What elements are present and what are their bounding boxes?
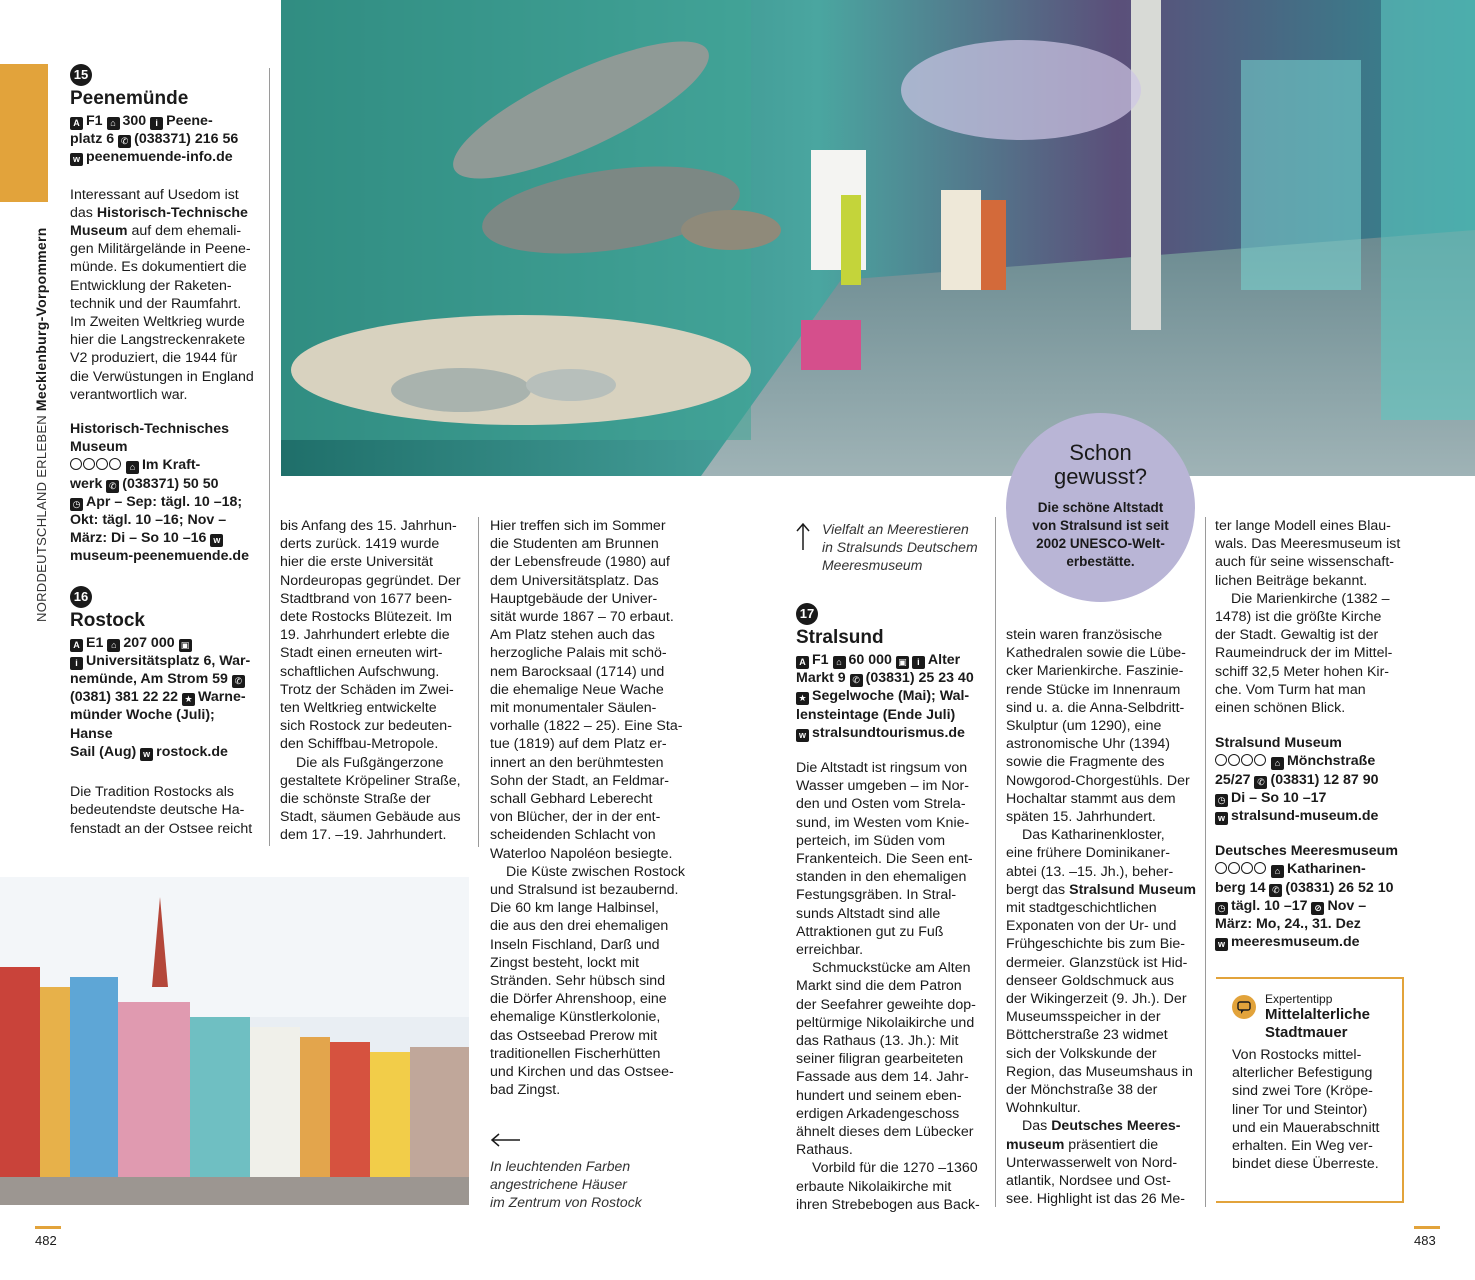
phone-icon: ✆ bbox=[1254, 776, 1267, 789]
phone-icon: ✆ bbox=[118, 135, 131, 148]
expert-tip-title: Mittelalterliche Stadtmauer bbox=[1265, 1006, 1371, 1041]
meeresmuseum-info: Deutsches Meeresmuseum ⌂ Katharinen- berg 14 ✆ (03831) 26 52 10 ◷ tägl. 10 –17 ⊘ Nov – März: Mo, 24., 31. Dez w meeresmuseum.de bbox=[1215, 843, 1398, 951]
entry-number-17: 17 bbox=[796, 603, 818, 625]
web-icon: w bbox=[796, 729, 809, 742]
web-icon: w bbox=[140, 748, 153, 761]
stralsund-museum-info: Stralsund Museum ⌂ Mönchstraße 25/27 ✆ (03831) 12 87 90 ◷ Di – So 10 –17 w stralsund-museum.de bbox=[1215, 735, 1379, 825]
column-rule bbox=[269, 68, 270, 846]
expert-tip-label: Expertentipp bbox=[1265, 992, 1333, 1006]
arrow-up-icon bbox=[796, 522, 810, 550]
clock-icon: ◷ bbox=[1215, 902, 1228, 915]
entry-title-stralsund: Stralsund bbox=[796, 627, 884, 648]
web-icon: w bbox=[1215, 812, 1228, 825]
column-rule bbox=[1205, 517, 1206, 1207]
address-icon: ⌂ bbox=[1271, 757, 1284, 770]
side-label-state: Mecklenburg-Vorpommern bbox=[33, 227, 49, 412]
phone-icon: ✆ bbox=[850, 674, 863, 687]
map-icon: A bbox=[70, 639, 83, 652]
column-rule bbox=[995, 517, 996, 1207]
arrow-left-icon bbox=[490, 1133, 520, 1147]
closed-icon: ⊘ bbox=[1311, 902, 1324, 915]
stralsund-museum-website[interactable]: stralsund-museum.de bbox=[1231, 808, 1379, 825]
caption-rostock-houses: In leuchtenden Farben angestrichene Häuser im Zentrum von Rostock bbox=[490, 1158, 642, 1210]
info-icon: i bbox=[912, 656, 925, 669]
side-label-region: NORDDEUTSCHLAND ERLEBEN bbox=[34, 415, 49, 622]
page-number-bar-right bbox=[1414, 1226, 1440, 1229]
caption-meeresmuseum: Vielfalt an Meerestieren in Stralsunds Deutschem Meeresmuseum bbox=[822, 521, 978, 573]
address-icon: ⌂ bbox=[1271, 865, 1284, 878]
population-icon: ⌂ bbox=[107, 639, 120, 652]
column-stralsund-churches: stein waren französische Kathedralen sowie die Lübe- cker Marienkirche. Faszinie- rende Stücke im Innenraum sind u. a. die Anna-Selbdritt- Skulptur (um 1290), eine astronomische Uhr (1394) sowie die Fragmente des Nowgorod-Chorgestühls. Der Hochaltar stammt aus dem späten 15. Jahrhundert. Das Katharinenkloster, eine frühere Dominikaner- abtei (13. –15. Jh.), beher- bergt das Stralsund Museum mit stadtgeschichtlichen Exponaten von der Ur- und Frühgeschichte bis zum Bie- dermeier. Glanzstück ist Hid- denseer Goldschmuck aus der Wikingerzeit (9. Jh.). Der Museumsspeicher in der Böttcherstraße 23 widmet sich der Volkskunde der Region, das Museumshaus in der Mönchstraße 38 der Wohnkultur. Das Deutsches Meeres- museum präsentiert die Unterwasserwelt von Nord- atlantik, Nordsee und Ost- see. Highlight ist das 26 Me- bbox=[1006, 627, 1197, 1208]
train-icon: ▣ bbox=[896, 656, 909, 669]
phone-icon: ✆ bbox=[232, 675, 245, 688]
wheelchair-icon bbox=[109, 458, 121, 470]
rostock-intro: Die Tradition Rostocks als bedeutendste deutsche Ha- fenstadt an der Ostsee reicht bbox=[70, 784, 253, 837]
expert-tip-box bbox=[1216, 977, 1404, 1203]
map-icon: A bbox=[796, 656, 809, 669]
entry-title-rostock: Rostock bbox=[70, 609, 145, 631]
rostock-website[interactable]: rostock.de bbox=[156, 743, 228, 760]
phone-icon: ✆ bbox=[1269, 884, 1282, 897]
rostock-houses-photo bbox=[0, 877, 469, 1205]
page-number-right: 483 bbox=[1414, 1233, 1436, 1248]
population-icon: ⌂ bbox=[107, 117, 120, 130]
web-icon: w bbox=[210, 534, 223, 547]
wheelchair-icon bbox=[1254, 754, 1266, 766]
did-you-know-title: Schon gewusst? bbox=[1054, 440, 1147, 489]
web-icon: w bbox=[70, 153, 83, 166]
museum-scene-image bbox=[281, 0, 1475, 476]
page-number-left: 482 bbox=[35, 1233, 57, 1248]
meeresmuseum-website[interactable]: meeresmuseum.de bbox=[1231, 934, 1360, 951]
column-rule bbox=[478, 517, 479, 847]
peenemuende-website[interactable]: peenemuende-info.de bbox=[86, 149, 233, 166]
page-number-bar-left bbox=[35, 1226, 61, 1229]
clock-icon: ◷ bbox=[1215, 794, 1228, 807]
column-rostock-history: bis Anfang des 15. Jahrhun- derts zurück. 1419 wurde hier die erste Universität Nordeuropas gegründet. Der Stadtbrand von 1677 been- dete Rostocks Blütezeit. Im 19. Jahrhundert erlebte die Stadt einen erneuten wirt- schaftlichen Aufschwung. Trotz der Schäden im Zwei- ten Weltkrieg entwickelte sich Rostock zur bedeuten- den Schiffbau-Metropole. Die als Fußgängerzone gestaltete Kröpeliner Straße, die schönste Straße der Stadt, säumen Gebäude aus dem 17. –19. Jahrhundert. bbox=[280, 518, 461, 844]
festival-icon: ★ bbox=[182, 693, 195, 706]
meeresmuseum-photo bbox=[281, 0, 1475, 476]
entry-number-15: 15 bbox=[70, 64, 92, 86]
museum-peenemuende-website[interactable]: museum-peenemuende.de bbox=[70, 548, 249, 565]
speech-bubble-icon bbox=[1232, 995, 1256, 1019]
clock-icon: ◷ bbox=[70, 498, 83, 511]
did-you-know-circle bbox=[1006, 413, 1195, 602]
rostock-street-image bbox=[0, 877, 469, 1205]
train-icon: ▣ bbox=[179, 639, 192, 652]
card-icon bbox=[70, 458, 82, 470]
stralsund-text: Die Altstadt ist ringsum von Wasser umgeben – im Nor- den und Osten vom Strela- sund, im Westen vom Knie- perteich, im Süden vom Frankenteich. Die Seen ent- standen in den ehemaligen Festungsgräben. In Stral- sunds Altstadt sind alle Attraktionen gut zu Fuß erreichbar. Schmuckstücke am Alten Markt sind die dem Patron der Seefahrer geweihte dop- peltürmige Nikolaikirche und das Rathaus (13. Jh.): Mit seiner filigran gearbeiteten Fassade aus dem 14. Jahr- hundert und seinem eben- erdigen Arkadengeschoss ähnelt dieses dem Lübecker Rathaus. Vorbild für die 1270 –1360 erbaute Nikolaikirche mit ihren Strebebogen aus Back- bbox=[796, 760, 980, 1213]
column-stralsund bbox=[796, 603, 996, 1214]
shop-icon bbox=[96, 458, 108, 470]
festival-icon: ★ bbox=[796, 692, 809, 705]
peenemuende-intro: Interessant auf Usedom ist das Historisch-Technische Museum auf dem ehemali- gen Militärgelände in Peene- münde. Es dokumentiert die Entwicklung der Raketen- technik und der Raumfahrt. Im Zweiten Weltkrieg wurde hier die Langstreckenrakete V2 produziert, die 1944 für die Verwüstungen in England verantwortlich war. bbox=[70, 186, 254, 403]
phone-icon: ✆ bbox=[106, 480, 119, 493]
column-rostock-university: Hier treffen sich im Sommer die Studenten am Brunnen der Lebensfreude (1980) auf dem Universitätsplatz. Das Hauptgebäude der Univer- sität wurde 1867 – 70 erbaut. Am Platz stehen auch das herzogliche Palais mit schö- nem Barocksaal (1714) und die ehemalige Neue Wache mit monumentaler Säulen- vorhalle (1822 – 25). Eine Sta- tue (1819) auf dem Platz er- innert an den berühmtesten Sohn der Stadt, an Feldmar- schall Gebhard Leberecht von Blücher, der in der ent- scheidenden Schlacht von Waterloo Napoléon besiegte. Die Küste zwischen Rostock und Stralsund ist bezaubernd. Die 60 km lange Halbinsel, die aus den drei ehemaligen Inseln Fischland, Darß und Zingst besteht, lockt mit Stränden. Sehr hübsch sind die Dörfer Ahrenshoop, eine ehemalige Künstlerkolonie, das Ostseebad Prerow mit traditionellen Fischerhütten und Kirchen und das Ostsee- bad Zingst. bbox=[490, 518, 685, 1099]
peenemuende-info: A F1 ⌂ 300 i Peene- platz 6 ✆ (038371) 216 56 w peenemuende-info.de bbox=[70, 113, 239, 166]
did-you-know-text: Die schöne Altstadt von Stralsund ist seit 2002 UNESCO-Welt- erbestätte. bbox=[1032, 500, 1169, 569]
address-icon: ⌂ bbox=[126, 461, 139, 474]
web-icon: w bbox=[1215, 938, 1228, 951]
wheelchair-icon bbox=[1254, 862, 1266, 874]
map-icon: A bbox=[70, 117, 83, 130]
population-icon: ⌂ bbox=[833, 656, 846, 669]
info-icon: i bbox=[70, 657, 83, 670]
section-tab-bar bbox=[0, 64, 48, 202]
stralsund-website[interactable]: stralsundtourismus.de bbox=[812, 724, 965, 741]
section-side-label bbox=[33, 227, 50, 622]
column-peenemuende bbox=[70, 64, 260, 838]
entry-number-16: 16 bbox=[70, 586, 92, 608]
rostock-info: A E1 ⌂ 207 000 ▣ i Universitätsplatz 6, War- nemünde, Am Strom 59 ✆ (0381) 381 22 22 ★ Warne- münder Woche (Juli); Hanse Sail (Aug) w rostock.de bbox=[70, 634, 251, 760]
expert-tip-text: Von Rostocks mittel- alterlicher Befestigung sind zwei Tore (Kröpe- liner Tor und Steintor) und ein Mauerabschnitt erhalten. Ein Weg ver- bindet diese Überreste. bbox=[1232, 1047, 1380, 1173]
stralsund-info: A F1 ⌂ 60 000 ▣ i Alter Markt 9 ✆ (03831) 25 23 40 ★ Segelwoche (Mai); Wal- lensteintage (Ende Juli) w stralsundtourismus.de bbox=[796, 652, 974, 741]
info-icon: i bbox=[150, 117, 163, 130]
column-stralsund-museums: ter lange Modell eines Blau- wals. Das Meeresmuseum ist auch für seine wissenschaft- lichen Beiträge bekannt. Die Marienkirche (1382 – 1478) ist die größte Kirche der Stadt. Gewaltig ist der Raumeindruck der im Mittel- schiff 32,5 Meter hohen Kir- che. Vom Turm hat man einen schönen Blick. Stralsund Museum ⌂ Mönchstraße 25/27 ✆ (03831) 12 87 90 ◷ Di – So 10 –17 w stralsund-museum.de Deutsches Meeresmuseum ⌂ Katharinen- berg 14 ✆ (03831) 26 52 10 ◷ tägl. 10 –17 ⊘ Nov – März: Mo, 24., 31. Dez w meeresmuseum.de bbox=[1215, 517, 1415, 951]
entry-title-peenemuende: Peenemünde bbox=[70, 88, 189, 109]
museum-peenemuende-info: Historisch-Technisches Museum ⌂ Im Kraft- werk ✆ (038371) 50 50 ◷ Apr – Sep: tägl. 10 –18; Okt: tägl. 10 –16; Nov – März: Di – So 10 –16 w museum-peenemuende.de bbox=[70, 420, 260, 566]
restaurant-icon bbox=[83, 458, 95, 470]
